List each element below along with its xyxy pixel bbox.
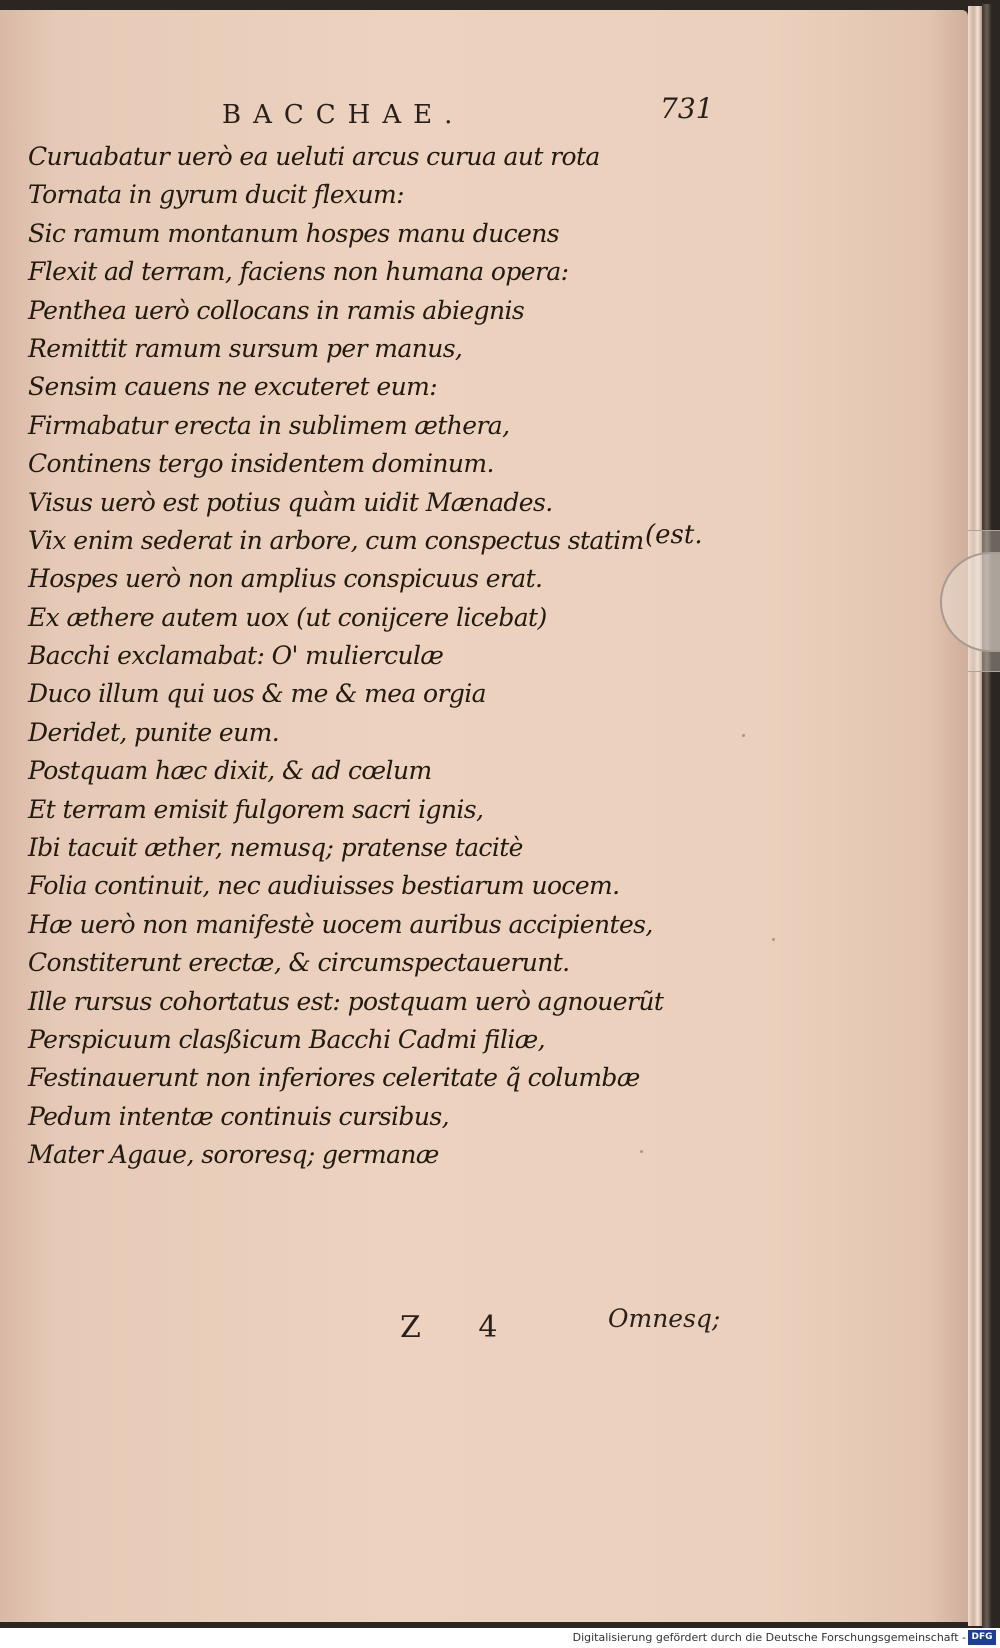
verse-line: Pedum intentæ continuis cursibus, xyxy=(28,1101,449,1131)
verse-line: Ille rursus cohortatus est: postquam uerò agnouerũt xyxy=(28,986,664,1016)
verse-line: Duco illum qui uos & me & mea orgia xyxy=(28,679,486,709)
running-head: BACCHAE. xyxy=(222,100,465,130)
verse-line: Tornata in gyrum ducit flexum: xyxy=(28,180,404,210)
page-edge xyxy=(968,6,982,1626)
verse-line: Firmabatur erecta in sublimem æthera, xyxy=(28,410,510,440)
verse-line: Constiterunt erectæ, & circumspectauerunt. xyxy=(28,948,570,978)
paper-speck xyxy=(742,734,745,737)
book-spine-edge xyxy=(982,4,992,1628)
verse-line: Continens tergo insidentem dominum. xyxy=(28,449,494,479)
folio-number: 731 xyxy=(660,92,714,125)
verse-line: Curuabatur uerò ea ueluti arcus curua aut rota xyxy=(28,142,600,171)
verse-line: Deridet, punite eum. xyxy=(28,717,280,747)
verse-line: Hospes uerò non amplius conspicuus erat. xyxy=(28,564,543,594)
verse-line: Folia continuit, nec audiuisses bestiarum uocem. xyxy=(28,871,620,901)
verse-line: Ibi tacuit æther, nemusq; pratense tacitè xyxy=(28,833,523,863)
funding-credit: Digitalisierung gefördert durch die Deutsche Forschungsgemeinschaft - xyxy=(572,1631,966,1644)
verse-line: Penthea uerò collocans in ramis abiegnis xyxy=(28,295,525,325)
margin-note: (est. xyxy=(645,520,703,550)
verse-line: Festinauerunt non inferiores celeritate q̃ columbæ xyxy=(28,1063,640,1093)
verse-line: Ex æthere autem uox (ut conijcere licebat) xyxy=(28,602,547,632)
verse-line: Perspicuum clasßicum Bacchi Cadmi filiæ, xyxy=(28,1024,546,1054)
verse-line: Visus uerò est potius quàm uidit Mænades. xyxy=(28,487,553,517)
verse-line: Mater Agaue, sororesq; germanæ xyxy=(28,1140,439,1170)
dfg-logo-icon: DFG xyxy=(968,1630,996,1645)
verse-line: Vix enim sederat in arbore, cum conspectus statim xyxy=(28,525,644,555)
verse-line: Remittit ramum sursum per manus, xyxy=(28,333,463,363)
catchword: Omnesq; xyxy=(608,1304,721,1333)
verse-line: Flexit ad terram, faciens non humana opera: xyxy=(28,257,569,287)
signature-mark: Z 4 xyxy=(400,1310,522,1345)
verse-line: Sensim cauens ne excuteret eum: xyxy=(28,372,438,402)
verse-text xyxy=(28,138,728,1175)
verse-line: Hæ uerò non manifestè uocem auribus accipientes, xyxy=(28,909,653,939)
verse-line: Sic ramum montanum hospes manu ducens xyxy=(28,218,559,248)
verse-line: Postquam hæc dixit, & ad cœlum xyxy=(28,756,432,786)
paper-speck xyxy=(772,938,775,941)
verse-line: Bacchi exclamabat: O' mulierculæ xyxy=(28,641,444,671)
verse-line: Et terram emisit fulgorem sacri ignis, xyxy=(28,794,484,824)
